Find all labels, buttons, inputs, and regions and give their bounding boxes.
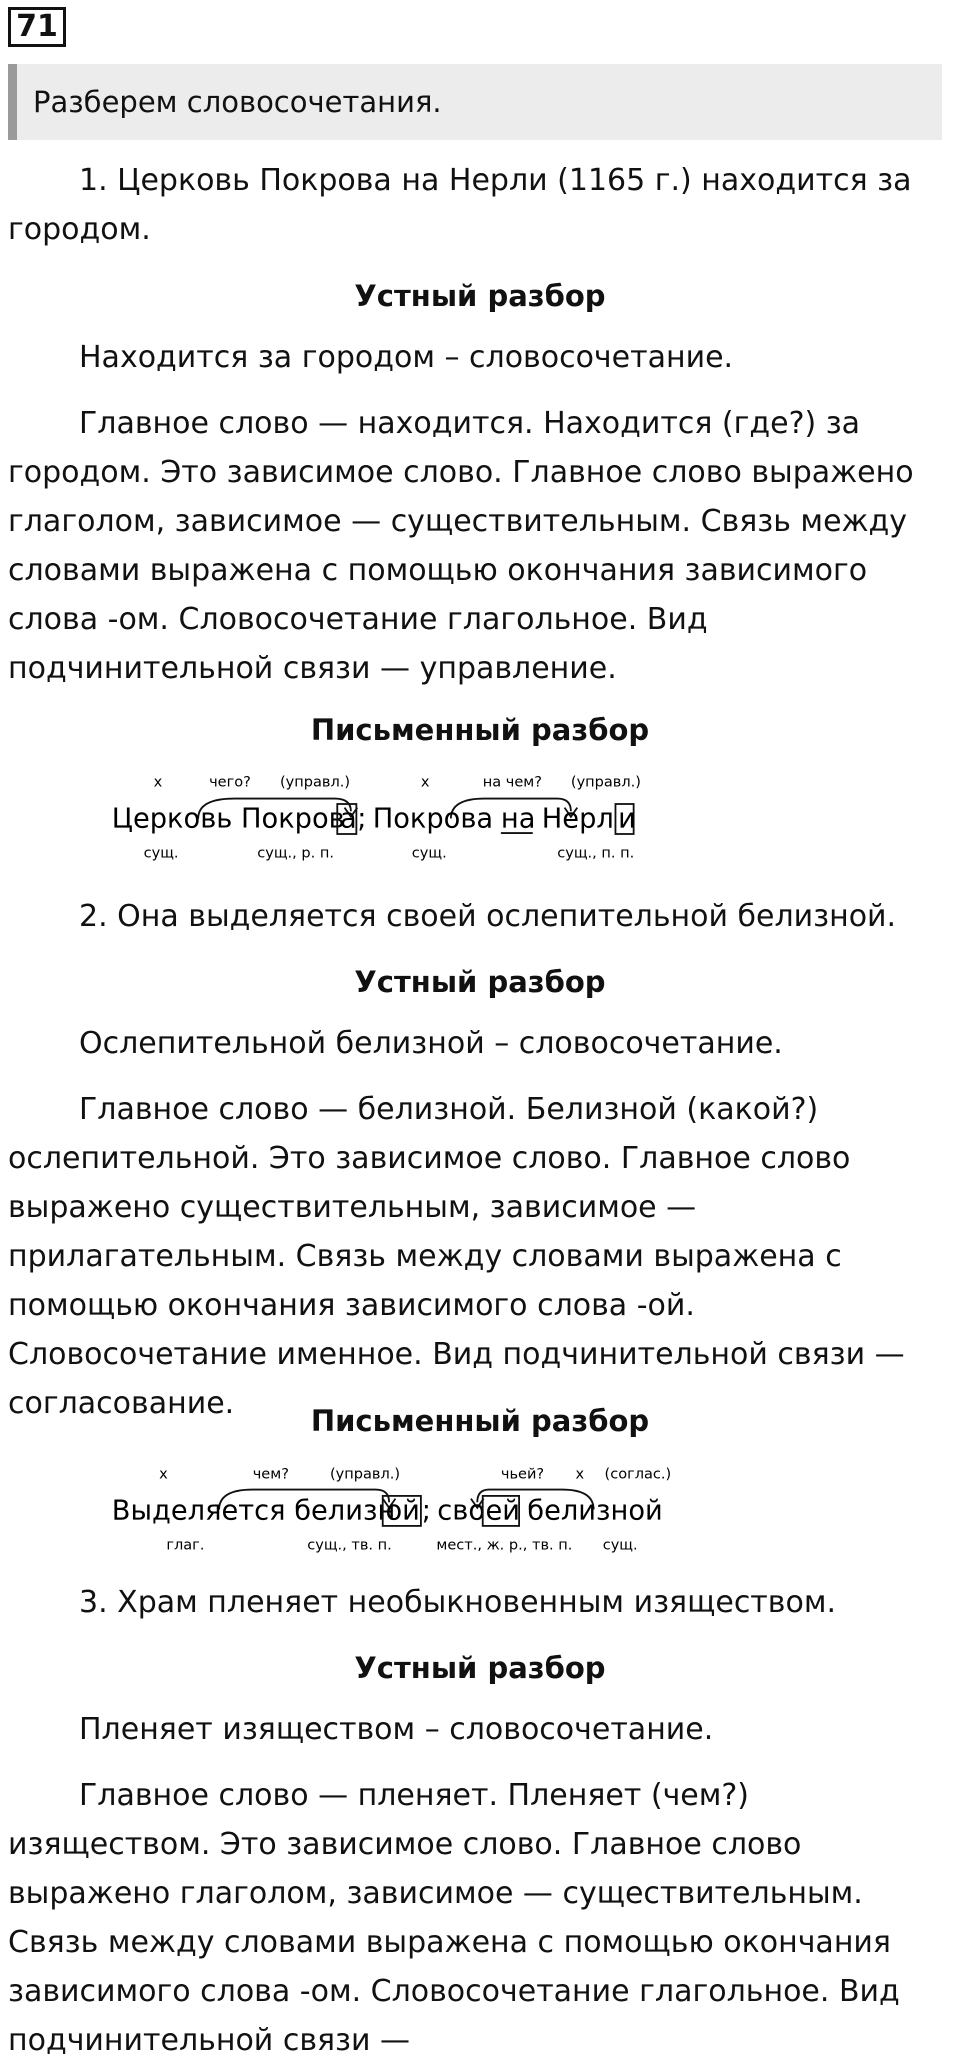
phrase-2: Ослепительной белизной – словосочетание. (79, 1026, 783, 1061)
diagram1-phrase-a: Церковь Покров (111, 803, 345, 835)
written-heading-2: Письменный разбор (310, 1404, 650, 1438)
diagram2-link-type: (управл.) (330, 1466, 401, 1483)
diagram2-mark-x: х (159, 1466, 168, 1483)
analysis-2: Главное слово — белизной. Белизной (какой?) ослепительной. Это зависимое слово. Главное слово выражено существительным, зависимое — прилагательным. Связь между словами выражена с помощью окончания зависимого слова -ой. Словосочетание именное. Вид подчинительной связи — согласование. (8, 1092, 905, 1421)
diagram2-question: чем? (252, 1466, 289, 1483)
analysis-3: Главное слово — пленяет. Пленяет (чем?) изяществом. Это зависимое слово. Главное слово выражено глаголом, зависимое — существительным. Связь между словами выражена с помощью окончания зависимого слова -ом. Словосочетание глагольное. Вид подчинительной связи — (8, 1778, 900, 2058)
diagram1-mark-x-2: х (420, 774, 430, 791)
diagram2-phrase-b2: белизной (527, 1495, 663, 1527)
diagram2-separator: ; (421, 1495, 432, 1527)
analysis-1: Главное слово — находится. Находится (где?) за городом. Это зависимое слово. Главное слово выражено глаголом, зависимое — существительным. Связь между словами выражена с помощью окончания зависимого слова -ом. Словосочетание глагольное. Вид подчинительной связи — управление. (8, 406, 914, 686)
diagram2-ending-a: ой (385, 1495, 420, 1527)
diagram1-pos-2: сущ., р. п. (257, 845, 334, 862)
diagram1-ending-b: и (618, 803, 636, 835)
diagram2-pos-3: мест., ж. р., тв. п. (436, 1537, 573, 1554)
diagram2-mark-x-2: х (575, 1466, 585, 1483)
oral-heading-3: Устный разбор (354, 1651, 606, 1685)
phrase-3: Пленяет изяществом – словосочетание. (79, 1712, 714, 1747)
oral-heading-1: Устный разбор (354, 279, 606, 313)
parse-diagram-2 (0, 1455, 960, 1555)
diagram2-pos-1: глаг. (166, 1537, 205, 1554)
diagram2-stem-b: сво (437, 1495, 486, 1527)
diagram1-pos-3: сущ. (411, 845, 447, 862)
diagram1-phrase-b2: Нерл (541, 803, 614, 835)
diagram1-link-type-2: (управл.) (570, 774, 641, 791)
diagram1-link-type: (управл.) (280, 774, 351, 791)
phrase-1: Находится за городом – словосочетание. (79, 340, 734, 375)
sentence-2: 2. Она выделяется своей ослепительной белизной. (79, 899, 897, 934)
diagram2-ending-b: ей (485, 1495, 520, 1527)
diagram2-pos-2: сущ., тв. п. (307, 1537, 392, 1554)
oral-heading-2: Устный разбор (354, 965, 606, 999)
diagram1-pos-1: сущ. (143, 845, 179, 862)
diagram2-pos-4: сущ. (602, 1537, 638, 1554)
diagram1-ending-a: а (340, 803, 357, 835)
diagram2-question-2: чьей? (500, 1466, 545, 1483)
diagram1-pos-4: сущ., п. п. (557, 845, 635, 862)
written-heading-1: Письменный разбор (310, 713, 650, 747)
intro-bar: Разберем словосочетания. (8, 64, 942, 140)
task-number: 71 (8, 7, 66, 47)
diagram2-link-type-2: (соглас.) (604, 1466, 672, 1483)
diagram1-mark-x: х (153, 774, 163, 791)
parse-diagram-1 (0, 764, 960, 864)
diagram2-phrase-a: Выделяется белизн (111, 1495, 396, 1527)
diagram1-question: чего? (209, 774, 251, 791)
sentence-1: 1. Церковь Покрова на Нерли (1165 г.) находится за городом. (8, 163, 912, 247)
diagram1-question-2: на чем? (482, 774, 542, 791)
diagram1-phrase-b: Покрова (372, 803, 494, 835)
diagram1-separator: ; (357, 803, 367, 835)
sentence-3: 3. Храм пленяет необыкновенным изяществом. (79, 1585, 836, 1620)
diagram1-preposition: на (500, 803, 536, 835)
